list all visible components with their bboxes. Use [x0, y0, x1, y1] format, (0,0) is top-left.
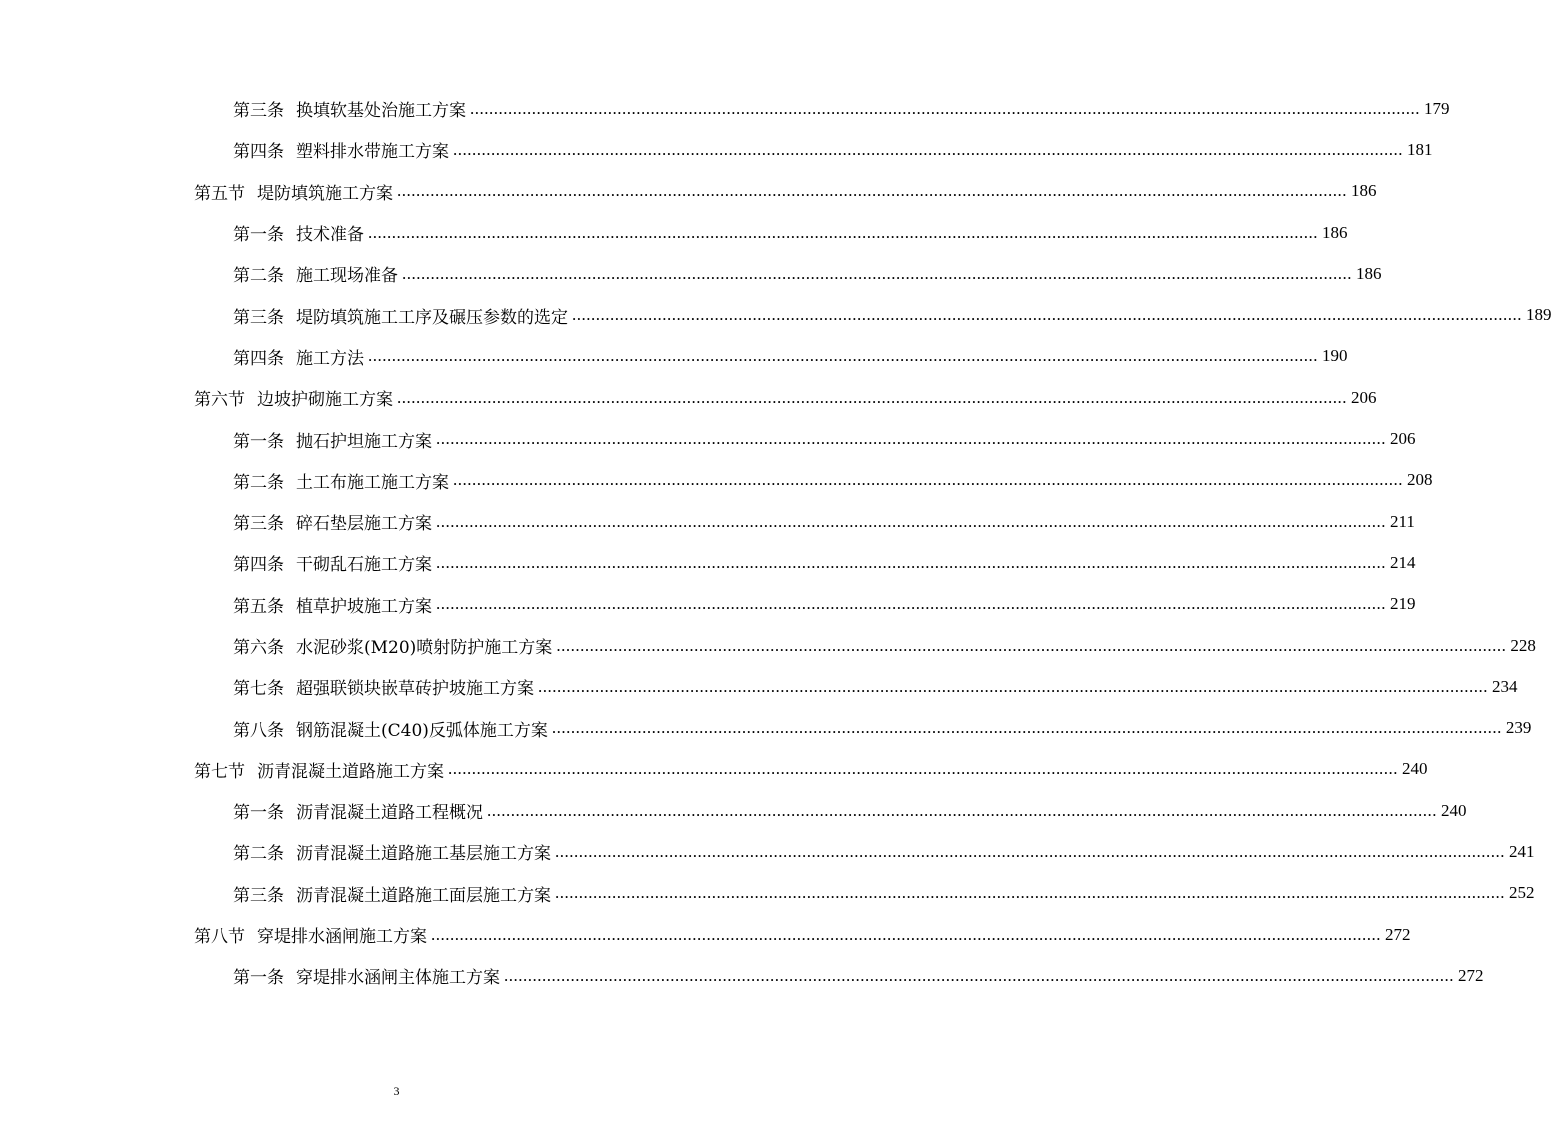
toc-entry[interactable] [0, 873, 1535, 914]
toc-entry-page: 206 [1390, 429, 1416, 449]
table-of-contents [0, 88, 1552, 997]
toc-entry-page: 219 [1390, 594, 1416, 614]
toc-dot-leader: ........................................................................................................................................................................................................ [470, 98, 1420, 118]
toc-entry-title: 钢筋混凝土(C40)反弧体施工方案 [296, 720, 548, 741]
toc-entry-number: 第七条 [233, 679, 284, 700]
toc-entry-title: 干砌乱石施工方案 [296, 555, 432, 576]
toc-entry-title: 施工方法 [296, 348, 364, 369]
toc-entry[interactable] [0, 418, 1416, 459]
toc-entry-number: 第四条 [233, 142, 284, 163]
toc-entry[interactable] [0, 749, 1428, 790]
toc-dot-leader: ........................................................................................................................................................................................................ [368, 346, 1318, 366]
toc-entry-title: 技术准备 [296, 225, 364, 246]
toc-entry-page: 211 [1390, 511, 1415, 531]
toc-entry-number: 第四条 [233, 348, 284, 369]
toc-entry[interactable] [0, 914, 1411, 955]
toc-entry[interactable] [0, 88, 1450, 129]
toc-entry-number: 第二条 [233, 844, 284, 865]
toc-entry-title: 超强联锁块嵌草砖护坡施工方案 [296, 679, 534, 700]
toc-entry-page: 181 [1407, 139, 1433, 159]
toc-entry[interactable] [0, 790, 1467, 831]
toc-entry-number: 第七节 [194, 761, 245, 782]
toc-entry-page: 252 [1509, 883, 1535, 903]
toc-entry-title: 沥青混凝土道路工程概况 [296, 803, 483, 824]
toc-entry[interactable] [0, 294, 1552, 335]
toc-entry-title: 施工现场准备 [296, 266, 398, 287]
toc-entry-title: 植草护坡施工方案 [296, 596, 432, 617]
toc-entry-page: 214 [1390, 552, 1416, 572]
toc-entry[interactable] [0, 336, 1348, 377]
toc-entry-title: 穿堤排水涵闸施工方案 [257, 927, 427, 948]
toc-entry-number: 第四条 [233, 555, 284, 576]
toc-dot-leader: ........................................................................................................................................................................................................ [368, 222, 1318, 242]
toc-entry-number: 第三条 [233, 885, 284, 906]
toc-entry[interactable] [0, 625, 1536, 666]
toc-dot-leader: ........................................................................................................................................................................................................ [402, 263, 1352, 283]
toc-entry-number: 第三条 [233, 514, 284, 535]
toc-entry-title: 沥青混凝土道路施工方案 [257, 761, 444, 782]
toc-entry[interactable] [0, 129, 1433, 170]
toc-entry-page: 241 [1509, 841, 1535, 861]
toc-entry-page: 240 [1441, 800, 1467, 820]
toc-entry-page: 272 [1385, 924, 1411, 944]
toc-entry-page: 208 [1407, 470, 1433, 490]
toc-entry-title: 堤防填筑施工工序及碾压参数的选定 [296, 307, 568, 328]
toc-entry-page: 239 [1505, 718, 1532, 738]
toc-entry-title: 堤防填筑施工方案 [257, 183, 393, 204]
toc-dot-leader: ........................................................................................................................................................................................................ [436, 429, 1386, 449]
toc-entry-number: 第二条 [233, 266, 284, 287]
toc-entry-page: 240 [1402, 759, 1428, 779]
toc-dot-leader: ........................................................................................................................................................................................................ [555, 841, 1505, 861]
toc-entry-title: 抛石护坦施工方案 [296, 431, 432, 452]
toc-entry-page: 272 [1458, 965, 1484, 985]
toc-dot-leader: ........................................................................................................................................................................................................ [436, 594, 1386, 614]
toc-entry[interactable] [0, 377, 1377, 418]
toc-dot-leader: ........................................................................................................................................................................................................ [538, 676, 1488, 696]
toc-dot-leader: ........................................................................................................................................................................................................ [504, 965, 1454, 985]
toc-entry-page: 186 [1322, 222, 1348, 242]
toc-entry-number: 第五节 [194, 183, 245, 204]
toc-dot-leader: ........................................................................................................................................................................................................ [397, 181, 1347, 201]
toc-entry[interactable] [0, 501, 1415, 542]
toc-entry-title: 穿堤排水涵闸主体施工方案 [296, 968, 500, 989]
toc-entry-title: 碎石垫层施工方案 [296, 514, 432, 535]
toc-entry[interactable] [0, 584, 1416, 625]
toc-dot-leader: ........................................................................................................................................................................................................ [556, 635, 1507, 655]
toc-entry-number: 第一条 [233, 225, 284, 246]
toc-dot-leader: ........................................................................................................................................................................................................ [453, 139, 1403, 159]
toc-entry-title: 换填软基处治施工方案 [296, 101, 466, 122]
toc-entry-page: 179 [1424, 98, 1450, 118]
toc-entry-page: 190 [1322, 346, 1348, 366]
toc-entry-title: 边坡护砌施工方案 [257, 390, 393, 411]
toc-entry-title: 塑料排水带施工方案 [296, 142, 449, 163]
toc-entry-page: 186 [1356, 263, 1382, 283]
toc-entry-page: 189 [1526, 305, 1552, 325]
toc-dot-leader: ........................................................................................................................................................................................................ [572, 305, 1522, 325]
toc-entry-title: 沥青混凝土道路施工面层施工方案 [296, 885, 551, 906]
toc-entry[interactable] [0, 666, 1518, 707]
toc-entry-number: 第二条 [233, 472, 284, 493]
toc-entry[interactable] [0, 171, 1377, 212]
toc-entry[interactable] [0, 831, 1535, 872]
toc-dot-leader: ........................................................................................................................................................................................................ [555, 883, 1505, 903]
toc-entry-page: 228 [1510, 635, 1536, 655]
toc-entry-number: 第一条 [233, 431, 284, 452]
toc-entry-page: 206 [1351, 387, 1377, 407]
toc-entry-number: 第三条 [233, 101, 284, 122]
toc-entry-number: 第八节 [194, 927, 245, 948]
toc-entry[interactable] [0, 707, 1532, 748]
toc-entry-page: 186 [1351, 181, 1377, 201]
toc-entry[interactable] [0, 460, 1433, 501]
toc-entry[interactable] [0, 955, 1484, 996]
toc-dot-leader: ........................................................................................................................................................................................................ [436, 552, 1386, 572]
toc-dot-leader: ........................................................................................................................................................................................................ [431, 924, 1381, 944]
toc-dot-leader: ........................................................................................................................................................................................................ [551, 718, 1502, 738]
page-number: 3 [393, 1084, 400, 1098]
toc-entry-number: 第六节 [194, 390, 245, 411]
toc-entry[interactable] [0, 542, 1416, 583]
toc-entry-number: 第五条 [233, 596, 284, 617]
toc-entry-number: 第三条 [233, 307, 284, 328]
toc-entry[interactable] [0, 212, 1348, 253]
toc-dot-leader: ........................................................................................................................................................................................................ [453, 470, 1403, 490]
toc-entry[interactable] [0, 253, 1382, 294]
toc-entry-page: 234 [1492, 676, 1518, 696]
toc-dot-leader: ........................................................................................................................................................................................................ [487, 800, 1437, 820]
toc-dot-leader: ........................................................................................................................................................................................................ [436, 511, 1386, 531]
toc-entry-title: 水泥砂浆(M20)喷射防护施工方案 [296, 638, 553, 658]
toc-entry-title: 沥青混凝土道路施工基层施工方案 [296, 844, 551, 865]
toc-entry-number: 第一条 [233, 803, 284, 824]
toc-dot-leader: ........................................................................................................................................................................................................ [448, 759, 1398, 779]
toc-entry-number: 第六条 [233, 638, 284, 658]
toc-entry-number: 第八条 [233, 720, 284, 741]
toc-entry-number: 第一条 [233, 968, 284, 989]
toc-entry-title: 土工布施工施工方案 [296, 472, 449, 493]
toc-dot-leader: ........................................................................................................................................................................................................ [397, 387, 1347, 407]
